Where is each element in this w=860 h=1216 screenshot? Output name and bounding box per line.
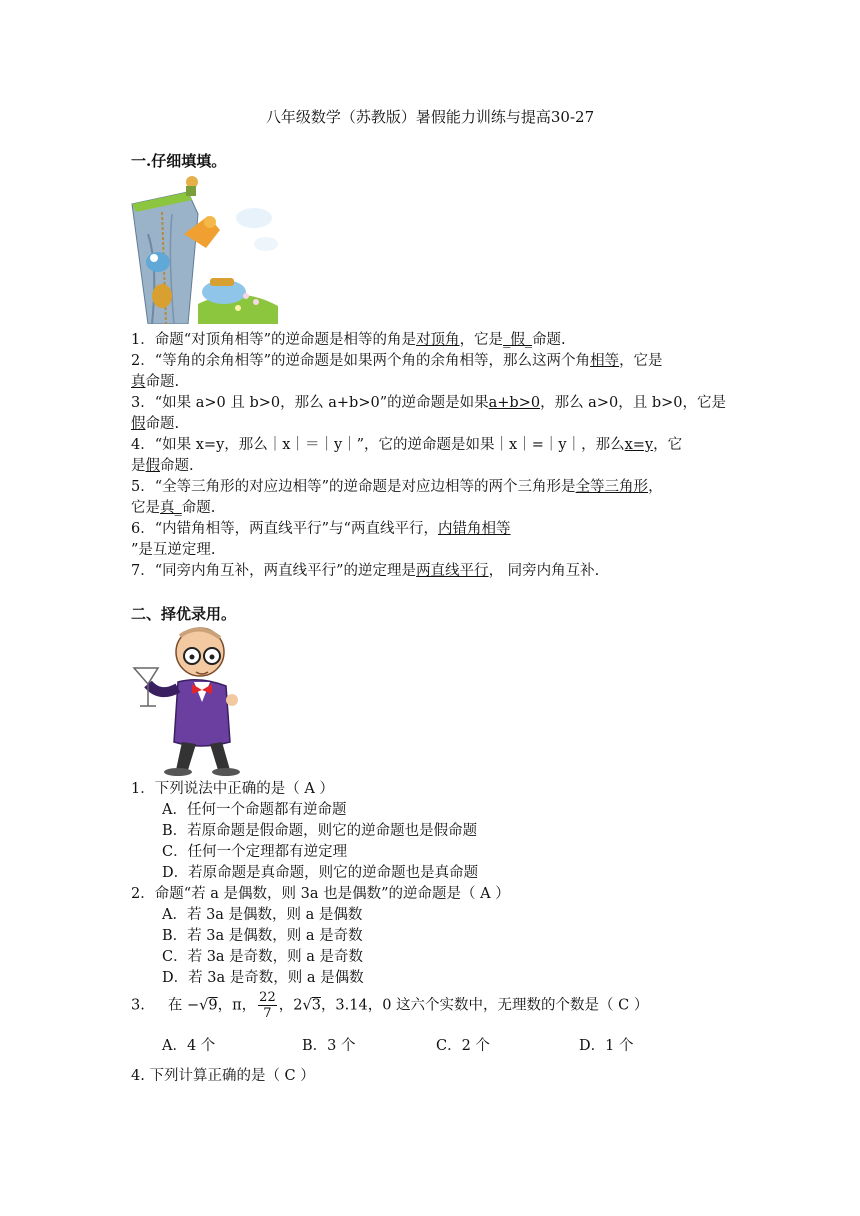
fill-item-5-text-3: 它是: [131, 500, 160, 516]
choice-q1-option-c: C．任何一个定理都有逆定理: [162, 844, 348, 860]
fill-item-5-text-2: ，: [648, 479, 663, 495]
fill-item-3-answer-1: a+b>0: [488, 395, 541, 411]
fill-item-5-answer-2: 真_: [160, 500, 182, 516]
choice-q3-rest: ，3.14，0 这六个实数中，无理数的个数是（ C ）: [320, 997, 649, 1014]
fill-item-2-answer-1: 相等: [590, 353, 620, 369]
fill-item-7-text-2: ， 同旁内角互补.: [488, 563, 600, 579]
choice-q3-option-b: B．3 个: [302, 1038, 356, 1054]
fill-item-7-answer-1: 两直线平行: [416, 563, 489, 579]
fill-item-4-answer-1: x=y: [624, 437, 654, 453]
fill-item-3-text: 3．“如果 a>0 且 b>0，那么 a+b>0”的逆命题是如果: [131, 395, 489, 411]
fill-item-6-cont: [131, 540, 731, 561]
fill-item-5-cont: [131, 498, 731, 519]
choice-q3-stem: [131, 990, 731, 1021]
page-title: 八年级数学（苏教版）暑假能力训练与提高30-27: [265, 108, 595, 126]
fill-item-4-text-2: ，它: [653, 437, 683, 453]
choice-q2-option-d: D．若 3a 是奇数，则 a 是偶数: [162, 970, 364, 986]
fill-item-4-answer-2: 假: [145, 458, 160, 474]
fill-item-6: [131, 519, 731, 540]
choice-q3-prefix: 在: [167, 997, 183, 1014]
fill-item-2-text-2: ，它是: [619, 353, 663, 369]
professor-cartoon-icon: [126, 624, 248, 776]
fill-item-1-text-3: 命题.: [532, 332, 566, 348]
fill-item-4-cont: [131, 456, 731, 477]
fill-item-5-text: 5．“全等三角形的对应边相等”的逆命题是对应边相等的两个三角形是: [131, 479, 576, 495]
choice-q2-option-a: A．若 3a 是偶数，则 a 是偶数: [162, 907, 363, 923]
fill-item-3-text-3: 命题.: [145, 416, 180, 432]
choice-q3-option-a: A．4 个: [162, 1038, 216, 1054]
fill-item-2-text-3: 命题.: [145, 374, 180, 390]
fill-item-7: [131, 561, 731, 582]
fill-item-4-text-3: 是: [131, 458, 146, 474]
choice-q3-radicand-9: 9: [208, 997, 218, 1014]
fill-item-2-cont: [131, 372, 731, 393]
fill-item-2: [131, 351, 731, 372]
choice-q2-option-c: C．若 3a 是奇数，则 a 是奇数: [162, 949, 364, 965]
choice-q1-option-a: A．任何一个命题都有逆命题: [162, 802, 347, 818]
fill-item-6-text-2: ”是互逆定理.: [131, 542, 216, 558]
fill-item-1-answer-2: _假_: [503, 332, 533, 348]
choice-q3-pi: ，π，: [217, 997, 257, 1014]
section2-heading: 二、择优录用。: [131, 605, 237, 623]
fill-item-1-text: 1．命题“对顶角相等”的逆命题是相等的角是: [131, 332, 417, 348]
choice-q3-two: ，2: [278, 997, 303, 1014]
choice-q2-stem: 2．命题“若 a 是偶数，则 3a 也是偶数”的逆命题是（ A ）: [131, 886, 510, 902]
choice-q4-stem: 4. 下列计算正确的是（ C ）: [131, 1068, 315, 1084]
fill-item-3-text-2: ，那么 a>0，且 b>0，它是: [540, 395, 726, 411]
fill-item-6-answer-1: 内错角相等: [437, 521, 511, 537]
choice-q1-stem: 1．下列说法中正确的是（ A ）: [131, 781, 334, 797]
choice-q3-option-c: C．2 个: [436, 1038, 490, 1054]
choice-q1-option-b: B．若原命题是假命题，则它的逆命题也是假命题: [162, 823, 478, 839]
fraction-numerator: 22: [259, 990, 276, 1005]
fill-item-5: [131, 477, 731, 498]
fill-item-2-answer-2: 真: [131, 374, 146, 390]
fill-item-1-answer-1: 对顶角: [416, 332, 460, 348]
fill-item-3-answer-2: 假: [131, 416, 146, 432]
fill-item-5-text-4: 命题.: [181, 500, 216, 516]
fill-item-4-text: 4．“如果 x=y，那么｜x｜＝｜y｜”，它的逆命题是如果｜x｜=｜y｜，那么: [131, 437, 625, 453]
choice-q3-option-d: D．1 个: [579, 1038, 634, 1054]
fill-item-2-text: 2．“等角的余角相等”的逆命题是如果两个角的余角相等，那么这两个角: [131, 353, 591, 369]
choice-q3-root-sign: √: [199, 997, 209, 1014]
fill-item-4: [131, 435, 731, 456]
section1-heading: 一.仔细填填。: [131, 152, 227, 170]
fill-item-6-text: 6．“内错角相等，两直线平行”与“两直线平行，: [131, 521, 438, 537]
fill-item-4-text-4: 命题.: [160, 458, 194, 474]
choice-q3-radicand-3: 3: [311, 997, 321, 1014]
choice-q1-option-d: D．若原命题是真命题，则它的逆命题也是真命题: [162, 865, 479, 881]
fill-item-1: [131, 330, 731, 351]
choice-q3-fraction: [258, 990, 277, 1021]
fill-item-3: [131, 393, 731, 414]
fill-item-5-answer-1: 全等三角形: [575, 479, 649, 495]
choice-q3-options: [162, 1036, 762, 1057]
choice-q3-root-sign-2: √: [302, 997, 312, 1014]
fraction-denominator: 7: [263, 1006, 272, 1021]
choice-q3-number: 3.: [131, 997, 145, 1014]
fill-item-7-text: 7．“同旁内角互补，两直线平行”的逆定理是: [131, 563, 417, 579]
choice-q2-option-b: B．若 3a 是偶数，则 a 是奇数: [162, 928, 363, 944]
fill-item-3-cont: [131, 414, 731, 435]
climbing-cartoon-icon: [128, 174, 280, 324]
choice-q3-minus: −: [187, 997, 200, 1014]
fill-item-1-text-2: ，它是: [459, 332, 504, 348]
